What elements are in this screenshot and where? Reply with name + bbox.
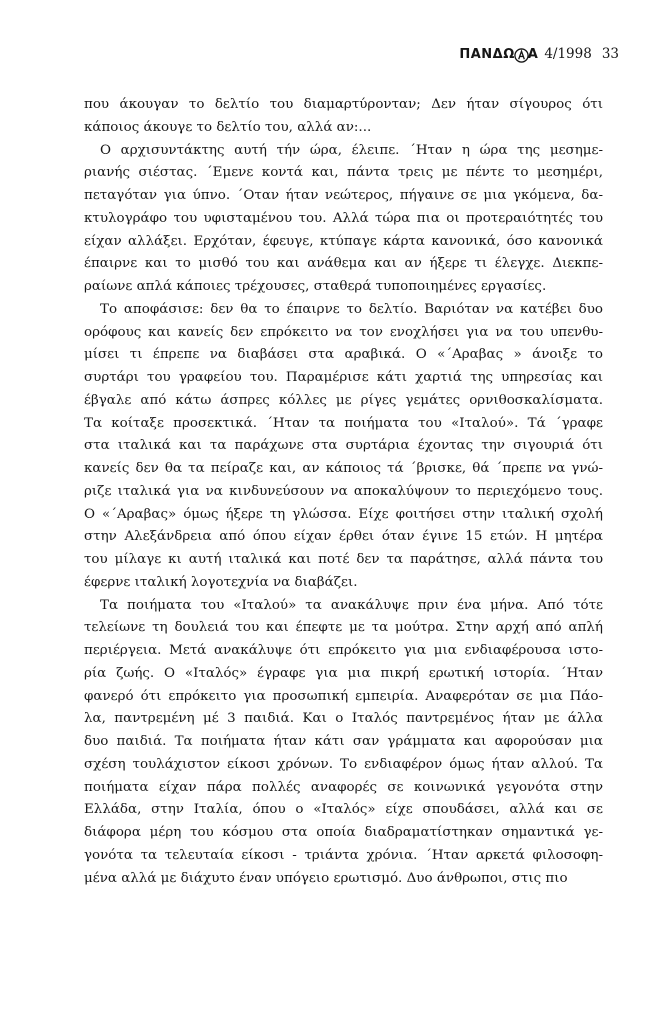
text-line: τελείωνε τη δουλειά του και έπεφτε με τα μούτρα. Στην αρχή από απλή xyxy=(84,620,603,636)
text-line: Ελλάδα, στην Ιταλία, όπου ο «Ιταλός» είχε σπουδάσει, αλλά και σε xyxy=(84,802,603,818)
text-line: διάφορα μέρη του κόσμου στα οποία διαδραματίστηκαν σημαντικά γε- xyxy=(84,825,603,840)
paragraph xyxy=(84,94,603,140)
text-line: συρτάρι του γραφείου του. Παραμέρισε κάτι χαρτιά της υπηρεσίας και xyxy=(84,370,603,385)
text-line: Το αποφάσισε: δεν θα το έπαιρνε το δελτίο. Βαριόταν να κατέβει δυο xyxy=(100,301,603,317)
logo-emblem-icon xyxy=(514,48,529,63)
text-line: του μίλαγε κι αυτή ιταλικά και ποτέ δεν τα παράτησε, αλλά πάντα του xyxy=(84,552,603,567)
text-line: έπαιρνε και το μισθό του και ανάθεμα και αν ήξερε τι έλεγχε. Διεκπε- xyxy=(84,256,603,272)
paragraph xyxy=(84,140,603,299)
text-line: δυο παιδιά. Τα ποιήματα ήταν κάτι σαν γράμματα και αφορούσαν μια xyxy=(84,734,603,749)
issue-number: 4/1998 xyxy=(544,46,592,62)
text-line: ποιήματα είχαν πάρα πολλές αναφορές σε κοινωνικά γεγονότα στην xyxy=(84,779,603,795)
text-line: που άκουγαν το δελτίο του διαμαρτύρονταν; Δεν ήταν σίγουρος ότι xyxy=(84,97,603,112)
text-line: κάποιος άκουγε το δελτίο του, αλλά αν:... xyxy=(84,119,372,135)
text-line: πεταγόταν για ύπνο. ΄Οταν ήταν νεώτερος, πήγαινε σε μια γκόμενα, δα- xyxy=(84,188,603,203)
text-line: έβγαλε από κάτω άσπρες κόλλες με ρίγες γεμάτες ορνιθοσκαλίσματα. xyxy=(84,392,603,408)
paragraph xyxy=(84,595,603,891)
magazine-logo xyxy=(459,47,538,63)
paragraph xyxy=(84,299,603,595)
text-line: μένα αλλά με διάχυτο έναν υπόγειο ερωτισμό. Δυο άνθρωποι, στις πιο xyxy=(84,870,568,886)
logo-text-start: ΠΑΝΔΩ xyxy=(459,47,515,62)
logo-text-end: Α xyxy=(527,47,539,62)
text-line: λα, παντρεμένη μέ 3 παιδιά. Και ο Ιταλός παντρεμένος ήταν με άλλα xyxy=(84,711,603,727)
article-body xyxy=(84,94,603,890)
text-line: σχέση τουλάχιστον είκοσι χρόνων. Το ενδιαφέρον όμως ήταν αλλού. Τα xyxy=(84,756,603,772)
text-line: κανείς δεν θα τα πείραζε και, αν κάποιος τά ΄βρισκε, θά ΄πρεπε να γνώ- xyxy=(84,461,603,476)
text-line: στα ιταλικά και τα παράχωνε στα συρτάρια έχοντας την σιγουριά ότι xyxy=(84,438,603,454)
running-header xyxy=(459,46,619,63)
text-line: είχαν αλλάξει. Ερχόταν, έφευγε, κτύπαγε κάρτα κανονικά, όσο κανονικά xyxy=(84,233,603,249)
text-line: φανερό ότι επρόκειτο για προσωπική εμπειρία. Αναφερόταν σε μια Πάο- xyxy=(84,688,603,704)
text-line: μίσει τι έπρεπε να διαβάσει στα αραβικά. Ο «΄Αραβας » άνοιξε το xyxy=(84,347,603,363)
text-line: ρία ζωής. Ο «Ιταλός» έγραφε για μια πικρή ερωτική ιστορία. ΄Ηταν xyxy=(84,665,603,681)
text-line: περιέργεια. Μετά ανακάλυψε ότι επρόκειτο για μια ενδιαφέρουσα ιστο- xyxy=(84,643,603,658)
text-line: Ο «΄Αραβας» όμως ήξερε τη γλώσσα. Είχε φοιτήσει στην ιταλική σχολή xyxy=(84,506,603,522)
text-line: στην Αλεξάνδρεια από όπου είχαν έρθει όταν έγινε 15 ετών. Η μητέρα xyxy=(84,529,603,545)
text-line: ριανής σιέστας. ΄Εμενε κοντά και, πάντα τρεις με πέντε το μεσημέρι, xyxy=(84,165,603,181)
text-line: Τα ποιήματα του «Ιταλού» τα ανακάλυψε πριν ένα μήνα. Από τότε xyxy=(100,597,603,613)
text-line: ορόφους και κανείς δεν επρόκειτο να τον ενοχλήσει για να του υπενθυ- xyxy=(84,324,603,340)
text-line: έφερνε ιταλική λογοτεχνία να διαβάζει. xyxy=(84,574,358,590)
page-number: 33 xyxy=(601,46,619,62)
text-line: ραίωνε απλά κάποιες τρέχουσες, σταθερά τυποποιημένες εργασίες. xyxy=(84,279,547,294)
text-line: κτυλογράφο του υφισταμένου του. Αλλά τώρα πια οι προτεραιότητές του xyxy=(84,210,603,226)
text-line: γονότα τα τελευταία είκοσι - τριάντα χρόνια. ΄Ηταν αρκετά φιλοσοφη- xyxy=(84,847,603,863)
text-line: ριζε ιταλικά για να κινδυνεύσουν να αποκαλύψουν το περιεχόμενο τους. xyxy=(84,483,603,499)
text-line: Ο αρχισυντάκτης αυτή τήν ώρα, έλειπε. ΄Ηταν η ώρα της μεσημε- xyxy=(100,142,603,158)
text-line: Τα κοίταξε προσεκτικά. ΄Ηταν τα ποιήματα του «Ιταλού». Τά ΄γραφε xyxy=(84,415,603,431)
